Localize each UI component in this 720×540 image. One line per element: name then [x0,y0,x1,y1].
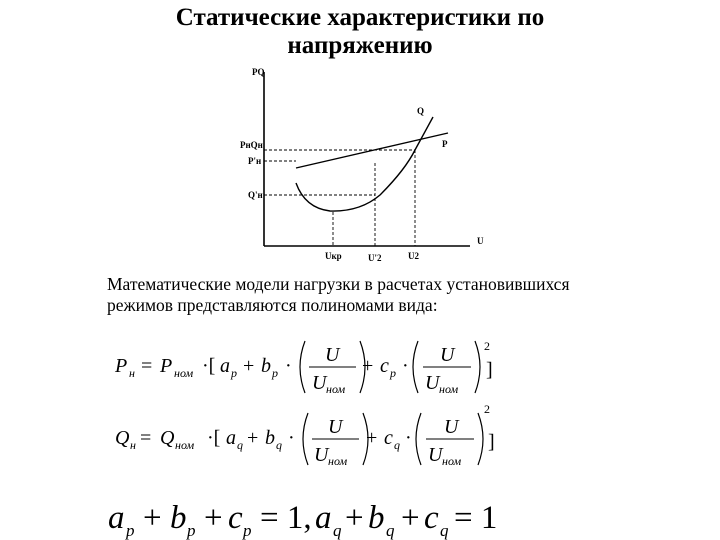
svg-text:ном: ном [442,454,462,468]
svg-text:Q: Q [160,427,175,449]
svg-text:·: · [405,427,412,449]
svg-text:U: U [428,444,443,466]
paragraph-line2: режимов представляются полиномами вида: [107,295,438,315]
y-tick-qn-prime: Q'н [248,190,263,200]
y-tick-pn-prime: P'н [248,156,262,166]
svg-text:U: U [325,344,340,366]
svg-text:c: c [228,500,243,536]
axis-y-label: PQ [252,67,265,77]
paragraph-line1: Математические модели нагрузки в расчетах установившихся [107,274,570,294]
svg-text:+: + [247,427,259,449]
svg-text:Q: Q [115,427,130,449]
x-tick-u2: U2 [408,251,419,261]
svg-text:]: ] [488,431,495,453]
svg-text:U: U [440,344,455,366]
svg-text:2: 2 [484,339,490,353]
svg-text:U: U [312,372,327,394]
svg-text:p: p [390,366,396,380]
svg-text:= 1,: = 1, [260,500,312,536]
svg-text:+: + [362,355,374,377]
axis-x-label: U [477,236,484,246]
svg-text:p: p [187,521,196,540]
svg-text:·: · [285,355,292,377]
svg-text:c: c [380,355,389,377]
slide-title-line1: Статические характеристики по [175,4,545,31]
svg-text:U: U [328,416,343,438]
svg-text:]: ] [486,359,493,381]
svg-text:н: н [129,366,135,380]
svg-text:q: q [333,521,342,540]
formula-q [115,402,495,468]
svg-text:b: b [170,500,187,536]
slide-title-line2: напряжению [287,32,433,59]
svg-text:b: b [265,427,275,449]
svg-text:p: p [126,521,135,540]
svg-text:+: + [204,500,223,536]
svg-text:b: b [368,500,385,536]
svg-text:ном: ном [326,382,346,396]
svg-text:U: U [314,444,329,466]
svg-text:c: c [384,427,393,449]
svg-text:+: + [243,355,255,377]
svg-text:q: q [276,438,282,452]
svg-text:U: U [425,372,440,394]
svg-text:·: · [402,355,409,377]
svg-text:+: + [366,427,378,449]
svg-text:=: = [141,355,153,377]
y-tick-pnqn: PнQн [240,140,263,150]
x-tick-u2-prime: U'2 [368,253,382,263]
svg-text:q: q [237,438,243,452]
curve-p-label: P [442,139,448,149]
svg-text:q: q [394,438,400,452]
svg-text:p: p [272,366,278,380]
svg-text:2: 2 [484,402,490,416]
svg-text:p: p [243,521,252,540]
svg-text:ном: ном [328,454,348,468]
svg-text:н: н [130,438,136,452]
svg-text:b: b [261,355,271,377]
svg-text:P: P [160,355,173,377]
svg-text:+: + [143,500,162,536]
svg-text:q: q [440,521,449,540]
svg-text:ном: ном [174,366,194,380]
svg-text:a: a [315,500,332,536]
formula-coefficients [108,500,497,540]
svg-text:p: p [231,366,237,380]
svg-text:P: P [115,355,128,377]
svg-text:ном: ном [175,438,195,452]
svg-text:·: · [288,427,295,449]
curve-q-label: Q [417,106,425,116]
svg-text:U: U [444,416,459,438]
svg-text:c: c [424,500,439,536]
svg-text:q: q [386,521,395,540]
svg-text:a: a [226,427,236,449]
svg-text:+: + [401,500,420,536]
svg-text:ном: ном [439,382,459,396]
svg-text:+: + [345,500,364,536]
x-tick-ukr: Uкр [325,251,342,261]
svg-text:·[: ·[ [207,427,221,449]
svg-text:= 1: = 1 [454,500,498,536]
svg-text:a: a [108,500,125,536]
svg-text:·[: ·[ [202,355,216,377]
svg-text:=: = [140,427,152,449]
formula-p [114,339,493,396]
svg-text:a: a [220,355,230,377]
